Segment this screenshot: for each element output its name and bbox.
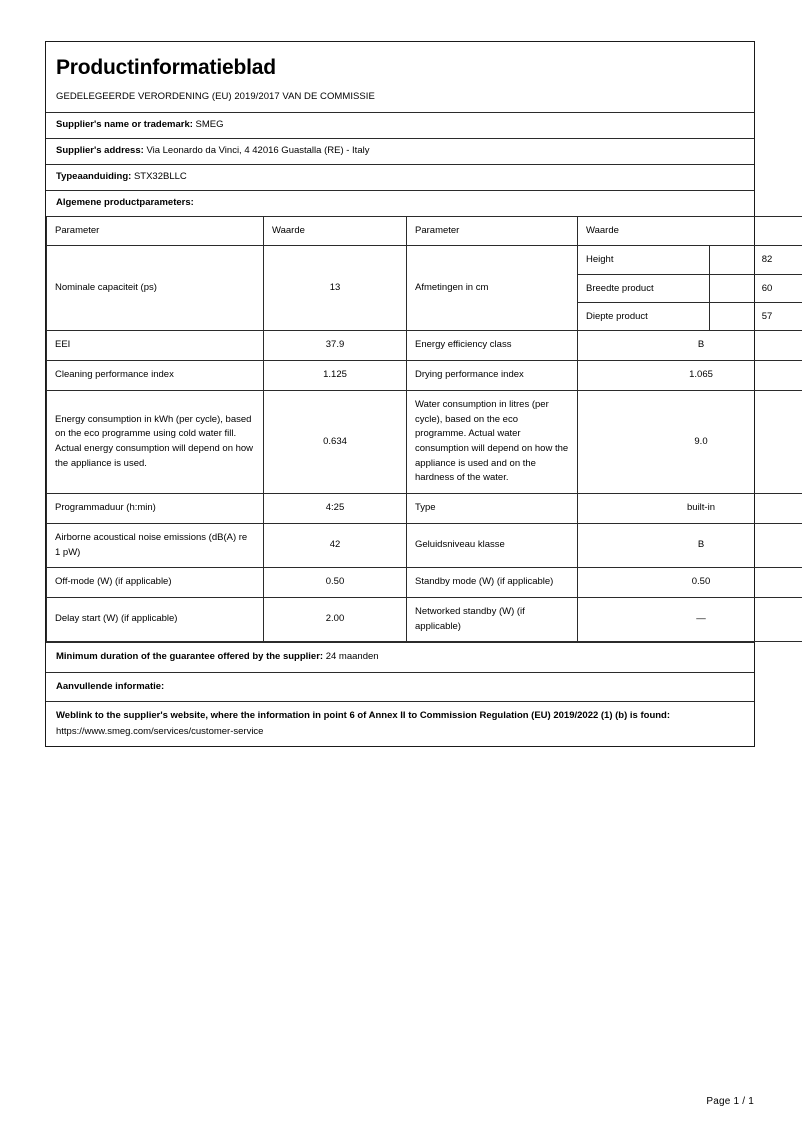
guarantee-value: 24 maanden bbox=[325, 651, 379, 663]
general-parameters-label: Algemene productparameters: bbox=[56, 196, 194, 208]
model-label: Typeaanduiding: bbox=[56, 171, 132, 183]
guarantee-row bbox=[46, 642, 754, 671]
header-value-left: Waarde bbox=[264, 216, 407, 246]
table-row bbox=[47, 494, 802, 524]
dimension-label-height: Height bbox=[586, 254, 614, 266]
value-off-mode: 0.50 bbox=[264, 568, 407, 598]
dimension-value-height: 82 bbox=[710, 246, 802, 274]
supplier-address-row bbox=[46, 138, 754, 164]
supplier-name-label: Supplier's name or trademark: bbox=[56, 119, 193, 131]
value-energy-consumption: 0.634 bbox=[264, 390, 407, 493]
param-delay-start: Delay start (W) (if applicable) bbox=[47, 597, 264, 641]
product-information-sheet bbox=[45, 41, 773, 747]
value-noise-class: B bbox=[578, 523, 802, 567]
supplier-address-value: Via Leonardo da Vinci, 4 42016 Guastalla (RE) - Italy bbox=[146, 145, 370, 157]
param-dimensions: Afmetingen in cm bbox=[407, 246, 578, 331]
document-header bbox=[46, 42, 754, 112]
header-parameter-right: Parameter bbox=[407, 216, 578, 246]
dimension-row-height bbox=[578, 246, 802, 274]
header-parameter-left: Parameter bbox=[47, 216, 264, 246]
regulation-subtitle: GEDELEGEERDE VERORDENING (EU) 2019/2017 VAN DE COMMISSIE bbox=[56, 91, 375, 103]
dimension-value-width: 60 bbox=[710, 274, 802, 302]
additional-info-row bbox=[46, 672, 754, 701]
dimensions-table bbox=[578, 246, 802, 330]
value-eei: 37.9 bbox=[264, 331, 407, 361]
value-standby-mode: 0.50 bbox=[578, 568, 802, 598]
supplier-address-label: Supplier's address: bbox=[56, 145, 144, 157]
dimension-label-width: Breedte product bbox=[578, 274, 710, 302]
additional-info-label: Aanvullende informatie: bbox=[56, 680, 165, 692]
table-row bbox=[47, 597, 802, 641]
dimension-row-width bbox=[578, 274, 802, 302]
param-cleaning-performance-index: Cleaning performance index bbox=[47, 361, 264, 391]
table-row bbox=[47, 568, 802, 598]
guarantee-label: Minimum duration of the guarantee offered by the supplier: bbox=[56, 651, 324, 663]
dimension-value-depth: 57 bbox=[710, 303, 802, 331]
model-value: STX32BLLC bbox=[133, 171, 187, 183]
weblink-row bbox=[46, 701, 754, 747]
product-parameters-table bbox=[46, 216, 802, 643]
value-delay-start: 2.00 bbox=[264, 597, 407, 641]
value-networked-standby: — bbox=[578, 597, 802, 641]
value-drying-performance-index: 1.065 bbox=[578, 361, 802, 391]
param-programme-duration: Programmaduur (h:min) bbox=[47, 494, 264, 524]
dimension-label-depth: Diepte product bbox=[578, 303, 710, 331]
param-type: Type bbox=[407, 494, 578, 524]
param-networked-standby: Networked standby (W) (if applicable) bbox=[407, 597, 578, 641]
table-row bbox=[47, 331, 802, 361]
supplier-name-row bbox=[46, 112, 754, 138]
param-noise-emissions: Airborne acoustical noise emissions (dB(A) re 1 pW) bbox=[47, 523, 264, 567]
param-noise-class: Geluidsniveau klasse bbox=[407, 523, 578, 567]
value-programme-duration: 4:25 bbox=[264, 494, 407, 524]
supplier-website-link[interactable]: https://www.smeg.com/services/customer-service bbox=[56, 726, 264, 738]
table-row bbox=[47, 361, 802, 391]
param-water-consumption: Water consumption in litres (per cycle), based on the eco programme. Actual water consumption will depend on how the appliance is used and on the hardness of the water. bbox=[407, 390, 578, 493]
value-water-consumption: 9.0 bbox=[578, 390, 802, 493]
value-nominal-capacity: 13 bbox=[264, 246, 407, 331]
param-energy-efficiency-class: Energy efficiency class bbox=[407, 331, 578, 361]
header-value-right: Waarde bbox=[578, 216, 802, 246]
value-dimensions-group bbox=[578, 246, 802, 331]
supplier-name-value: SMEG bbox=[195, 119, 224, 131]
table-header-row bbox=[47, 216, 802, 246]
table-row bbox=[47, 390, 802, 493]
weblink-label: Weblink to the supplier's website, where the information in point 6 of Annex II to Commission Regulation (EU) 2019/2022 (1) (b) is found: bbox=[56, 709, 671, 721]
param-standby-mode: Standby mode (W) (if applicable) bbox=[407, 568, 578, 598]
table-row bbox=[47, 523, 802, 567]
value-energy-efficiency-class: B bbox=[578, 331, 802, 361]
param-eei: EEI bbox=[47, 331, 264, 361]
general-parameters-row bbox=[46, 190, 754, 216]
param-drying-performance-index: Drying performance index bbox=[407, 361, 578, 391]
table-row bbox=[47, 246, 802, 331]
dimension-row-depth bbox=[578, 303, 802, 331]
value-type: built-in bbox=[578, 494, 802, 524]
model-identifier-row bbox=[46, 164, 754, 190]
param-off-mode: Off-mode (W) (if applicable) bbox=[47, 568, 264, 598]
page-title: Productinformatieblad bbox=[56, 56, 276, 79]
value-noise-emissions: 42 bbox=[264, 523, 407, 567]
page-number: Page 1 / 1 bbox=[706, 1096, 754, 1107]
value-cleaning-performance-index: 1.125 bbox=[264, 361, 407, 391]
param-energy-consumption: Energy consumption in kWh (per cycle), based on the eco programme using cold water fill. Actual energy consumption will depend on how the appliance is used. bbox=[47, 390, 264, 493]
param-nominal-capacity: Nominale capaciteit (ps) bbox=[47, 246, 264, 331]
